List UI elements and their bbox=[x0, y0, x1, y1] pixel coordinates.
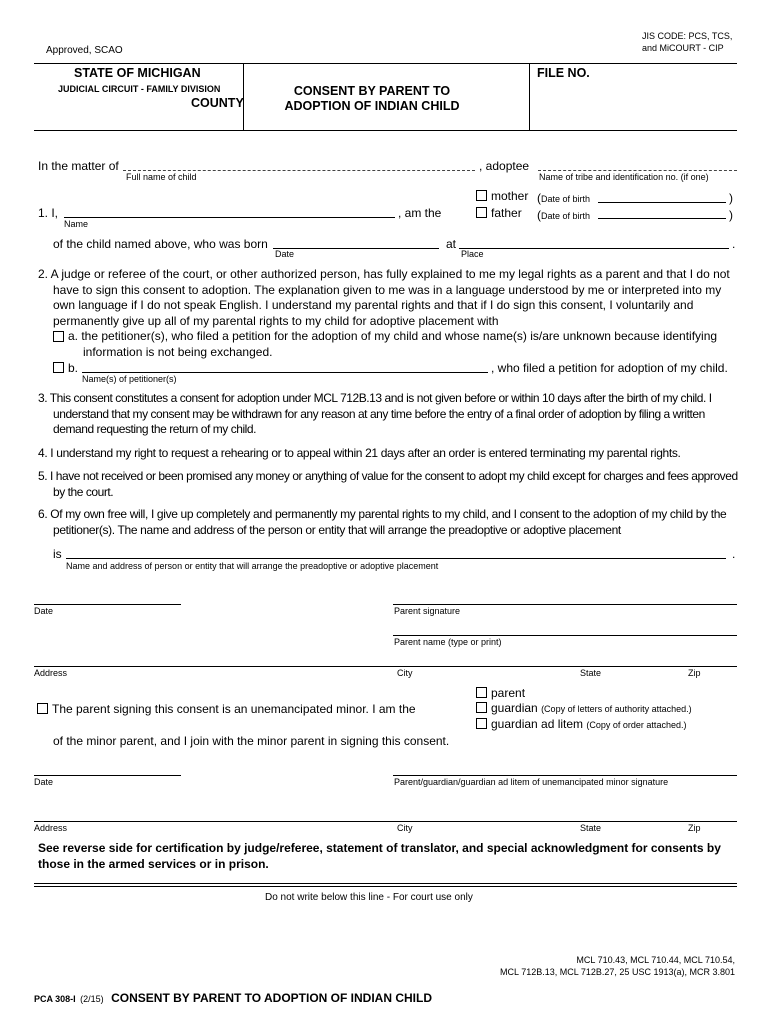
item3-text: 3. This consent constitutes a consent for adoption under MCL 712B.13 and is not given before or within 10 days after the birth of my child. I understand that my consent may be withdrawn for any reason at any time before the entry of a final order of adoption by filing a written demand requesting the return of my child. bbox=[38, 391, 712, 437]
jis-code bbox=[642, 30, 732, 54]
parent-name-print-field[interactable] bbox=[393, 635, 737, 636]
minor-joining-text: of the minor parent, and I join with the minor parent in signing this consent. bbox=[53, 734, 450, 748]
parent-name-print-label: Parent name (type or print) bbox=[394, 637, 502, 647]
sig2-city-label: City bbox=[397, 823, 413, 833]
tribe-field[interactable] bbox=[538, 170, 737, 171]
parent-name-caption: Name bbox=[64, 219, 89, 229]
jis-code-line2: and MiCOURT - CIP bbox=[642, 43, 724, 53]
sig1-date-field[interactable] bbox=[34, 604, 181, 605]
minor-parent-option[interactable] bbox=[476, 686, 525, 700]
adoptee-label: , adoptee bbox=[479, 159, 530, 173]
item6-text: 6. Of my own free will, I give up completely and permanently my parental rights to my child, and I consent to the adoption of my child by the petitioner(s). The name and address of the person or entity that will arrange the preadoptive or adoptive placement bbox=[38, 507, 727, 537]
child-name-field[interactable] bbox=[123, 170, 475, 171]
form-title-line1: CONSENT BY PARENT TO bbox=[293, 84, 451, 98]
court-use-divider-top bbox=[34, 883, 737, 884]
gal-checkbox[interactable] bbox=[476, 718, 487, 729]
minor-checkbox[interactable] bbox=[37, 703, 48, 714]
petitioners-caption: Name(s) of petitioner(s) bbox=[82, 374, 177, 384]
birth-date-field[interactable] bbox=[273, 248, 439, 249]
tribe-caption: Name of tribe and identification no. (if one) bbox=[539, 172, 709, 182]
in-the-matter-label: In the matter of bbox=[38, 159, 119, 173]
sig1-city-label: City bbox=[397, 668, 413, 678]
mother-label: mother bbox=[491, 189, 529, 203]
sig2-state-label: State bbox=[580, 823, 602, 833]
parent-name-field[interactable] bbox=[64, 217, 395, 218]
father-option[interactable] bbox=[476, 206, 522, 220]
option-b-label: b. bbox=[68, 361, 79, 375]
guardian-checkbox[interactable] bbox=[476, 702, 487, 713]
birth-place-field[interactable] bbox=[459, 248, 729, 249]
form-id: PCA 308-I bbox=[34, 994, 76, 1004]
sig2-date-label: Date bbox=[34, 777, 54, 787]
item1-prefix: 1. I, bbox=[38, 206, 59, 220]
minor-parent-label: parent bbox=[491, 686, 526, 700]
sig2-date-field[interactable] bbox=[34, 775, 181, 776]
birth-place-caption: Place bbox=[461, 249, 484, 259]
sig2-zip-label: Zip bbox=[688, 823, 701, 833]
minor-statement[interactable] bbox=[37, 702, 416, 716]
option-b[interactable] bbox=[53, 361, 78, 375]
at-label: at bbox=[446, 237, 457, 251]
form-footer-id bbox=[34, 989, 432, 1007]
form-date: (2/15) bbox=[80, 994, 104, 1004]
footer-form-title: CONSENT BY PARENT TO ADOPTION OF INDIAN CHILD bbox=[111, 991, 433, 1005]
minor-parent-checkbox[interactable] bbox=[476, 687, 487, 698]
item4-text: 4. I understand my right to request a rehearing or to appeal within 21 days after an order is entered terminating my parental rights. bbox=[38, 446, 681, 460]
sig1-zip-label: Zip bbox=[688, 668, 701, 678]
mcl-line2: MCL 712B.13, MCL 712B.27, 25 USC 1913(a), MCR 3.801 bbox=[500, 967, 735, 977]
sig1-address-field[interactable] bbox=[34, 666, 737, 667]
born-text: of the child named above, who was born bbox=[53, 237, 268, 251]
option-a-checkbox-wrap[interactable] bbox=[53, 330, 68, 344]
gal-option[interactable] bbox=[476, 717, 686, 731]
gal-label: guardian ad litem bbox=[491, 717, 584, 731]
court-use-label: Do not write below this line - For court use only bbox=[265, 892, 473, 903]
guardian-label: guardian bbox=[491, 701, 538, 715]
father-dob: (Date of birth bbox=[537, 208, 591, 222]
mother-dob-label: Date of birth bbox=[541, 194, 591, 204]
form-title bbox=[267, 84, 477, 114]
reverse-side-notice: See reverse side for certification by judge/referee, statement of translator, and special acknowledgment for consents by those in the armed services or in prison. bbox=[38, 841, 721, 871]
parent-signature-field[interactable] bbox=[393, 604, 737, 605]
circuit-label: JUDICIAL CIRCUIT - FAMILY DIVISION bbox=[58, 84, 221, 94]
mother-dob-field[interactable] bbox=[598, 202, 726, 203]
file-no-label: FILE NO. bbox=[537, 66, 590, 80]
option-b-checkbox[interactable] bbox=[53, 362, 64, 373]
sig1-address-label: Address bbox=[34, 668, 68, 678]
guardian-signature-field[interactable] bbox=[393, 775, 737, 776]
jis-code-line1: JIS CODE: PCS, TCS, bbox=[642, 31, 733, 41]
parent-signature-label: Parent signature bbox=[394, 606, 461, 616]
guardian-signature-label: Parent/guardian/guardian ad litem of unemancipated minor signature bbox=[394, 777, 669, 787]
is-label: is bbox=[53, 547, 62, 561]
arranger-field[interactable] bbox=[66, 558, 726, 559]
mcl-line1: MCL 710.43, MCL 710.44, MCL 710.54, bbox=[576, 955, 735, 965]
sig2-address-label: Address bbox=[34, 823, 68, 833]
mother-dob: (Date of birth bbox=[537, 191, 591, 205]
county-label: COUNTY bbox=[191, 96, 244, 110]
father-label: father bbox=[491, 206, 522, 220]
mcl-references bbox=[520, 954, 735, 967]
approved-scao: Approved, SCAO bbox=[46, 45, 123, 56]
arranger-caption: Name and address of person or entity that will arrange the preadoptive or adoptive placement bbox=[66, 561, 439, 571]
sig1-date-label: Date bbox=[34, 606, 54, 616]
gal-note: (Copy of order attached.) bbox=[586, 720, 687, 730]
form-title-line2: ADOPTION OF INDIAN CHILD bbox=[284, 99, 460, 113]
option-b-tail: , who filed a petition for adoption of my child. bbox=[491, 361, 728, 375]
minor-statement-label: The parent signing this consent is an unemancipated minor. I am the bbox=[52, 702, 416, 716]
option-a-text: a. the petitioner(s), who filed a petition for the adoption of my child and whose name(s) is/are unknown because identifying information is not being exchanged. bbox=[68, 329, 718, 359]
guardian-option[interactable] bbox=[476, 701, 692, 715]
am-the-label: , am the bbox=[398, 206, 442, 220]
state-title: STATE OF MICHIGAN bbox=[74, 66, 201, 80]
father-dob-label: Date of birth bbox=[541, 211, 591, 221]
item2-text: 2. A judge or referee of the court, or other authorized person, has fully explained to me my legal rights as a parent and that I do not have to sign this consent to adoption. The explanation given to me was in a language understood by me or interpreted into my own language if I do not speak English. I understand my parental rights and that if I do sign this consent, I voluntarily and permanently give up all of my parental rights to my child for adoptive placement with bbox=[38, 267, 730, 328]
child-name-caption: Full name of child bbox=[126, 172, 197, 182]
option-a-checkbox[interactable] bbox=[53, 331, 64, 342]
guardian-note: (Copy of letters of authority attached.) bbox=[541, 704, 692, 714]
item5-text: 5. I have not received or been promised any money or anything of value for the consent to adopt my child except for charges and fees approved by the court. bbox=[38, 469, 738, 499]
sig1-state-label: State bbox=[580, 668, 602, 678]
birth-date-caption: Date bbox=[275, 249, 295, 259]
mother-option[interactable] bbox=[476, 189, 528, 203]
petitioners-field[interactable] bbox=[82, 372, 488, 373]
father-dob-field[interactable] bbox=[598, 218, 726, 219]
file-no-field[interactable] bbox=[532, 78, 732, 128]
mother-checkbox[interactable] bbox=[476, 190, 487, 201]
sig2-address-field[interactable] bbox=[34, 821, 737, 822]
court-use-divider-bottom bbox=[34, 886, 737, 887]
father-checkbox[interactable] bbox=[476, 207, 487, 218]
